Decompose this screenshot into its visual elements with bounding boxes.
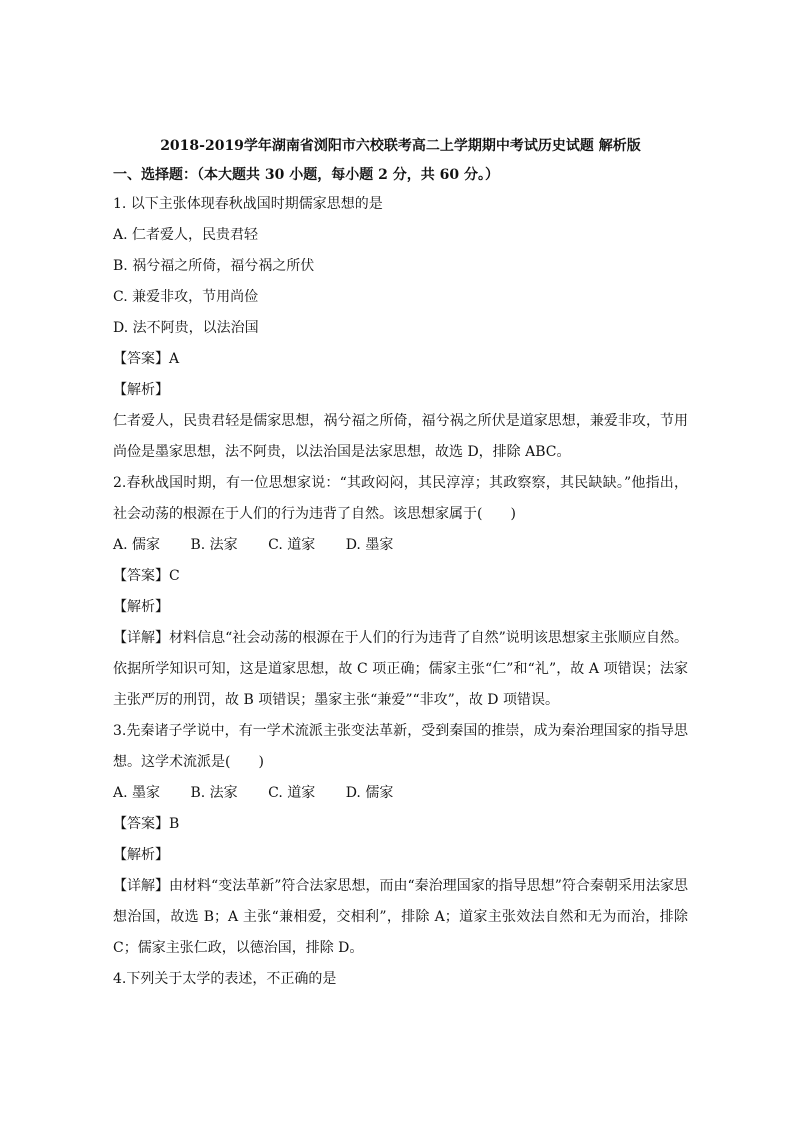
question-3-option-b: B. 法家 bbox=[190, 785, 238, 801]
question-3-stem: 3.先秦诸子学说中，有一学术流派主张变法革新，受到秦国的推崇，成为秦治理国家的指导思想。这学术流派是( ) bbox=[113, 723, 688, 770]
question-1-analysis: 仁者爱人，民贵君轻是儒家思想，祸兮福之所倚，福兮祸之所伏是道家思想，兼爱非攻，节用尚俭是墨家思想，法不阿贵，以法治国是法家思想，故选 D，排除 ABC。 bbox=[113, 413, 688, 460]
question-1-option-b: B. 祸兮福之所倚，福兮祸之所伏 bbox=[113, 258, 315, 274]
document-page bbox=[113, 135, 688, 995]
question-2-stem: 2.春秋战国时期，有一位思想家说：“其政闷闷，其民淳淳；其政察察，其民缺缺。”他指出，社会动荡的根源在于人们的行为违背了自然。该思想家属于( ) bbox=[113, 475, 688, 522]
question-3-options bbox=[113, 778, 688, 809]
question-1-stem: 1. 以下主张体现春秋战国时期儒家思想的是 bbox=[113, 196, 383, 212]
question-2-options bbox=[113, 530, 688, 561]
question-2-option-a: A. 儒家 bbox=[113, 537, 161, 553]
question-3-analysis: 【详解】由材料“变法革新”符合法家思想，而由“秦治理国家的指导思想”符合秦朝采用法家思想治国，故选 B；A 主张“兼相爱，交相利”，排除 A；道家主张效法自然和无为而治，排除 C；儒家主张仁政，以德治国，排除 D。 bbox=[113, 878, 688, 956]
question-1-option-d: D. 法不阿贵，以法治国 bbox=[113, 320, 259, 336]
question-2-option-d: D. 墨家 bbox=[345, 537, 394, 553]
question-2-analysis-label: 【解析】 bbox=[113, 599, 169, 615]
question-2-option-b: B. 法家 bbox=[190, 537, 238, 553]
question-3-analysis-label: 【解析】 bbox=[113, 847, 169, 863]
document-title: 2018-2019学年湖南省浏阳市六校联考高二上学期期中考试历史试题 解析版 bbox=[160, 138, 641, 154]
question-1-option-a: A. 仁者爱人，民贵君轻 bbox=[113, 227, 259, 243]
question-1-answer: 【答案】A bbox=[113, 351, 180, 367]
question-3-option-d: D. 儒家 bbox=[345, 785, 394, 801]
question-3-option-a: A. 墨家 bbox=[113, 785, 161, 801]
question-2-answer: 【答案】C bbox=[113, 568, 180, 584]
question-2-analysis: 【详解】材料信息“社会动荡的根源在于人们的行为违背了自然”说明该思想家主张顺应自然。依据所学知识可知，这是道家思想，故 C 项正确；儒家主张“仁”和“礼”，故 A 项错误；法家主张严厉的刑罚，故 B 项错误；墨家主张“兼爱”“非攻”，故 D 项错误。 bbox=[113, 630, 688, 708]
question-3-answer: 【答案】B bbox=[113, 816, 180, 832]
question-1-analysis-label: 【解析】 bbox=[113, 382, 169, 398]
question-1-option-c: C. 兼爱非攻，节用尚俭 bbox=[113, 289, 259, 305]
question-2-option-c: C. 道家 bbox=[268, 537, 316, 553]
section-heading: 一、选择题：（本大题共 30 小题，每小题 2 分，共 60 分。） bbox=[113, 167, 499, 183]
question-4-stem: 4.下列关于太学的表述，不正确的是 bbox=[113, 971, 337, 987]
question-3-option-c: C. 道家 bbox=[268, 785, 316, 801]
